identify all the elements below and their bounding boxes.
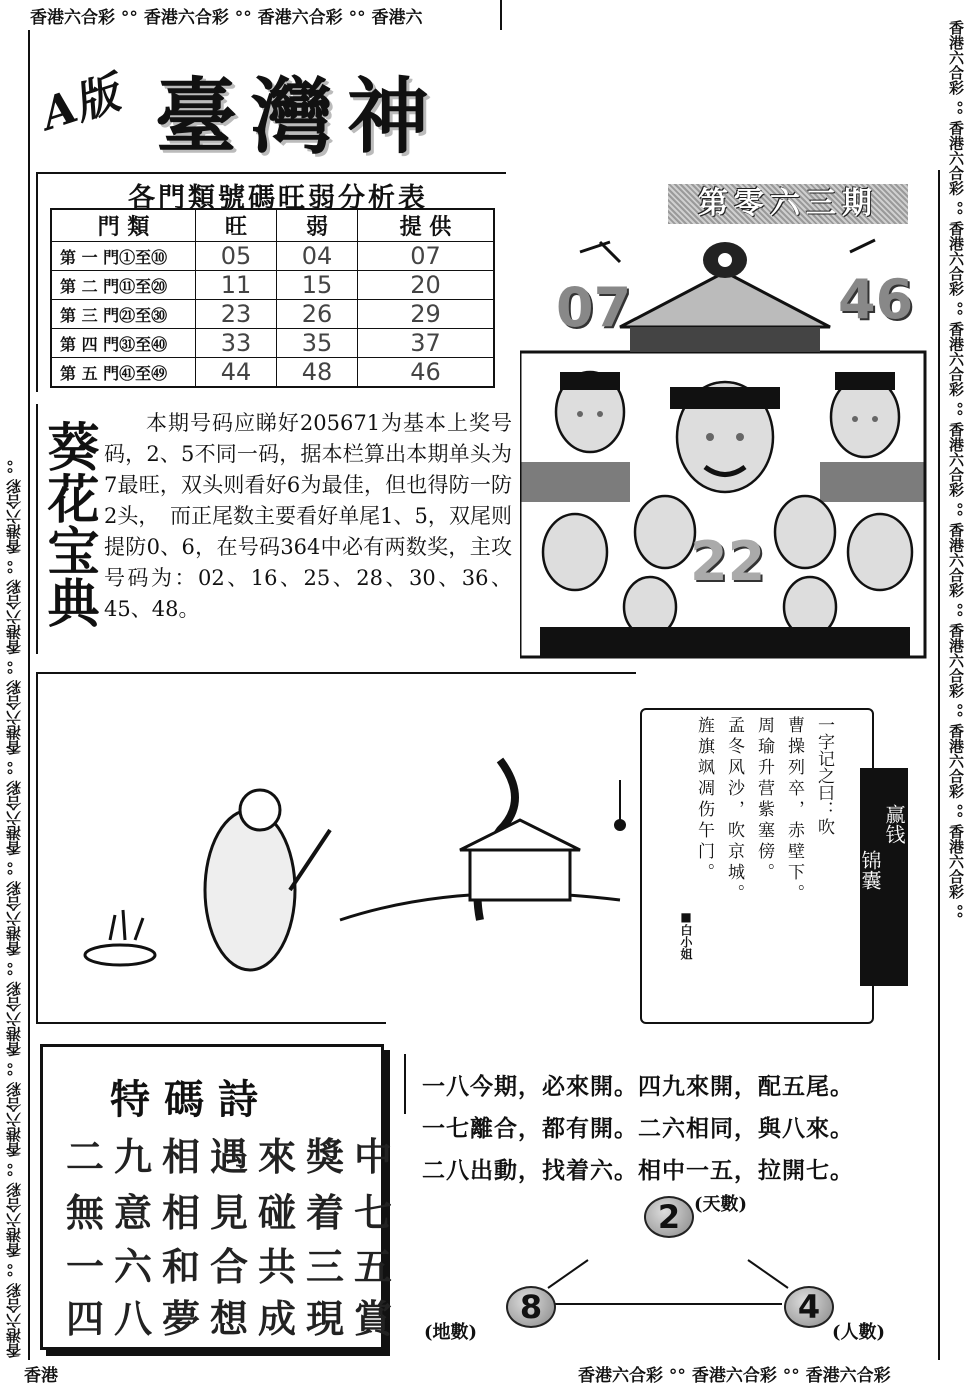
verse-line: 一八今期，必來開。四九來開，配五尾。 <box>422 1073 854 1100</box>
wang-cell: 11 <box>196 271 277 300</box>
wang-cell: 33 <box>196 329 277 358</box>
band-top-text: 赢钱 <box>882 804 906 844</box>
old-man-scene <box>60 740 640 1000</box>
earth-number: 8 <box>506 1286 556 1328</box>
human-number: 4 <box>784 1286 834 1328</box>
baodian-title: 葵花宝典 <box>38 420 99 628</box>
column-header: 旺 <box>196 209 277 242</box>
period-number-right: 46 <box>838 268 914 331</box>
verse-frame <box>404 1054 406 1114</box>
verse-line: 一七離合，都有開。二六相同，與八來。 <box>422 1115 854 1142</box>
poem-line: 一六和合共三五 <box>66 1244 403 1289</box>
bottom-border-left: 香港 <box>24 1365 58 1386</box>
right-border-line <box>938 170 940 1360</box>
scroll-line: 孟冬风沙，吹京城。 <box>724 716 744 905</box>
heaven-number: 2 <box>644 1196 694 1238</box>
door-cell: 第 三 門㉑至㉚ <box>51 300 196 329</box>
poem-line: 無意相見碰着七 <box>66 1190 403 1235</box>
scroll-signature: ■白小姐 <box>679 910 693 960</box>
wang-cell: 44 <box>196 358 277 388</box>
table-row <box>51 300 494 329</box>
tigong-cell: 20 <box>357 271 494 300</box>
poem-line: 二九相遇來獎中 <box>66 1134 403 1179</box>
tigong-cell: 29 <box>357 300 494 329</box>
baodian-text: 本期号码应睇好205671为基本上奖号码，2、5不同一码，据本栏算出本期单头为7最旺，双头则看好6为最佳，但也得防一防2头， 而正尾数主要看好单尾1、5，双尾则提防0、6，在号码364中必有两数奖，主攻号码为：02、16、25、28、30、36、45、48。 <box>104 411 512 621</box>
tigong-cell: 07 <box>357 242 494 271</box>
period-number-center: 22 <box>690 530 766 593</box>
ruo-cell: 26 <box>276 300 357 329</box>
door-cell: 第 一 門①至⑩ <box>51 242 196 271</box>
wang-cell: 05 <box>196 242 277 271</box>
scroll-line: 周瑜升营紫塞傍。 <box>754 716 774 884</box>
heaven-label: (天數) <box>694 1194 748 1215</box>
tigong-cell: 46 <box>357 358 494 388</box>
scene-frame-top <box>36 672 636 674</box>
scene-frame-bottom <box>36 1022 386 1024</box>
left-border-strip: 香港六合彩 °° 香港六合彩 °° 香港六合彩 °° 香港六合彩 °° 香港六合彩 °° 香港六合彩 °° 香港六合彩 °° 香港六合彩 °° 香港六合彩 °° <box>5 459 23 1358</box>
scene-frame-left <box>36 672 38 1022</box>
ruo-cell: 15 <box>276 271 357 300</box>
scroll-line: 曹操列卒，赤壁下。 <box>784 716 804 905</box>
jinnang-band <box>860 768 908 986</box>
bottom-border-right: 香港六合彩 °° 香港六合彩 °° 香港六合彩 <box>578 1365 891 1386</box>
band-bottom-text: 锦囊 <box>858 850 882 890</box>
table-title: 各門類號碼旺弱分析表 <box>128 183 428 214</box>
top-border-strip: 香港六合彩 °° 香港六合彩 °° 香港六合彩 °° 香港六 <box>30 7 423 28</box>
table-row <box>51 271 494 300</box>
tigong-cell: 37 <box>357 329 494 358</box>
right-border-strip: 香港六合彩 °° 香港六合彩 °° 香港六合彩 °° 香港六合彩 °° 香港六合彩 °° 香港六合彩 °° 香港六合彩 °° 香港六合彩 °° 香港六合彩 °° <box>947 20 965 919</box>
ruo-cell: 35 <box>276 329 357 358</box>
top-border-end <box>500 0 502 30</box>
poem-line: 四八夢想成現賞 <box>66 1296 403 1341</box>
verse-line: 二八出動，找着六。相中一五，拉開七。 <box>422 1157 854 1184</box>
ruo-cell: 04 <box>276 242 357 271</box>
wang-cell: 23 <box>196 300 277 329</box>
table-header-row <box>51 209 494 242</box>
page-title: 臺灣神 <box>155 69 444 165</box>
column-header: 弱 <box>276 209 357 242</box>
column-header: 提 供 <box>357 209 494 242</box>
table-row <box>51 358 494 388</box>
table-frame-left <box>36 172 38 392</box>
scroll-title: 一字记之曰：吹 <box>814 716 834 835</box>
special-poem-title: 特碼詩 <box>110 1076 272 1123</box>
period-number-left: 07 <box>556 276 632 339</box>
column-header: 門 類 <box>51 209 196 242</box>
period-banner: 第零六三期 <box>668 184 908 224</box>
door-cell: 第 五 門㊶至㊾ <box>51 358 196 388</box>
edition-badge: A版 <box>35 67 126 141</box>
door-cell: 第 二 門⑪至⑳ <box>51 271 196 300</box>
number-analysis-table <box>50 208 495 388</box>
table-frame-top <box>36 172 506 174</box>
human-label: (人數) <box>832 1322 886 1343</box>
door-cell: 第 四 門㉛至㊵ <box>51 329 196 358</box>
table-row <box>51 242 494 271</box>
earth-label: (地數) <box>424 1322 478 1343</box>
ruo-cell: 48 <box>276 358 357 388</box>
scroll-line: 旌旗飒凋伤午门。 <box>694 716 714 884</box>
left-border-line <box>28 30 30 1360</box>
table-row <box>51 329 494 358</box>
